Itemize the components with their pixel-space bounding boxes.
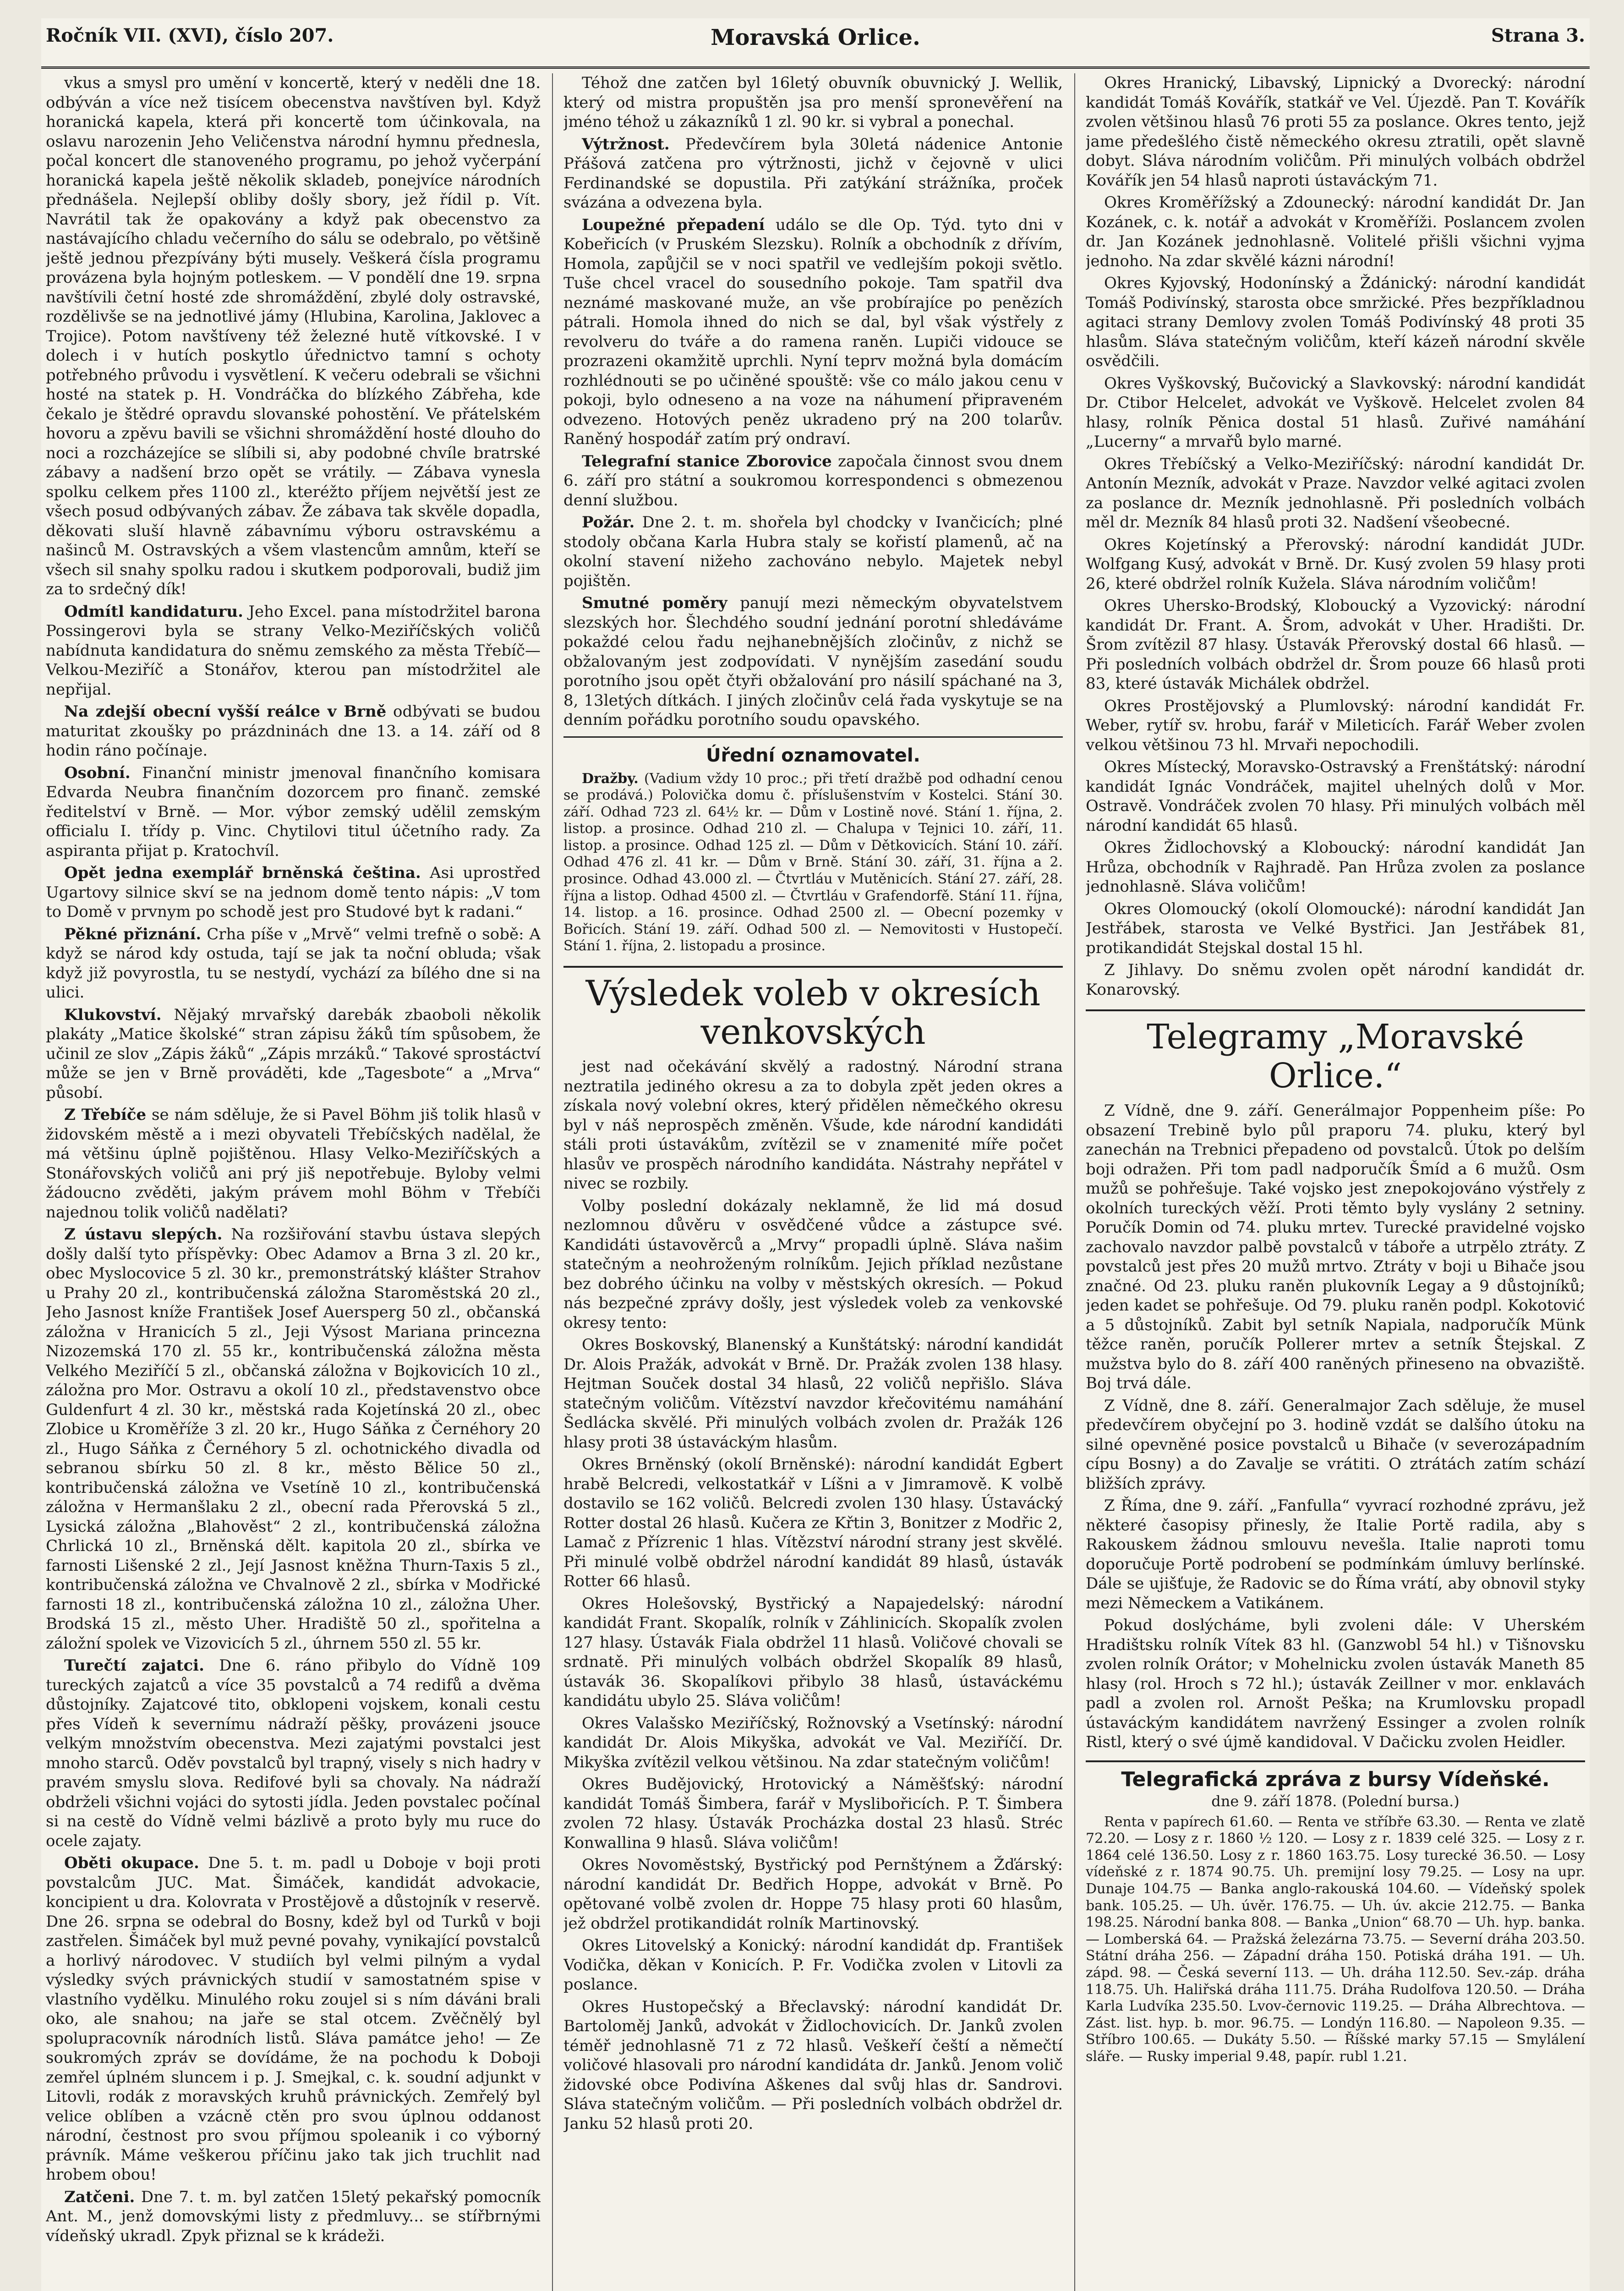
district-result: Okres Valašsko Meziříčský, Rožnovský a Vsetínský: národní kandidát Dr. Alois Mikyška, advokát ve Val. Meziříčí. Dr. Mikyška zvítězil velkou většinou. Na zdar statečným voličům! bbox=[563, 1714, 1063, 1771]
newspaper-title: Moravská Orlice. bbox=[711, 25, 920, 50]
news-item-title: Odmítl kandidaturu. bbox=[64, 602, 243, 621]
news-item-text: Dne 7. t. m. byl zatčen 15letý pekařský pomocník Ant. M., jenž domovskými listy z předmluvy... se stířbrnými vídeňský ukradl. Zpyk přiznal se k krádeži. bbox=[46, 2187, 541, 2245]
stock-exchange-date: dne 9. září 1878. (Polední bursa.) bbox=[1211, 1792, 1460, 1810]
election-paragraph: Volby poslední dokázaly neklamně, že lid má dosud nezlomnou důvěru v osvědčené vůdce a zástupce své. Kandidáti ústavověrců a „Mrvy“ propadli úplně. Sláva našim statečným a neohroženým rolníkům. Jejich příklad nezůstane bez dobrého účinku na volby v městských okresích. — Pokud nás bezpečné zprávy došly, jest výsledek voleb za venkovské okresy tento: bbox=[563, 1196, 1063, 1332]
stock-exchange-heading: Telegrafická zpráva z bursy Vídeňské. bbox=[1086, 1760, 1585, 1792]
news-item-text: Dne 2. t. m. shořela byl chodcky v Ivančicích; plné stodoly občana Karla Hubra staly se kořistí plamenů, ač na okolní stavení nižeho zachováno nebylo. Majetek nebyl pojištěn. bbox=[563, 513, 1063, 590]
district-result: Okres Kojetínský a Přerovský: národní kandidát JUDr. Wolfgang Kusý, advokát v Brně. Dr. Kusý zvolen 59 hlasy proti 26, které obdržel rolník Kužela. Sláva národním voličům! bbox=[1086, 535, 1585, 593]
section-rule bbox=[563, 736, 1063, 738]
telegrams-heading: Telegramy „Moravské Orlice.“ bbox=[1086, 1009, 1585, 1096]
district-result: Okres Místecký, Moravsko-Ostravský a Frenštátský: národní kandidát Ignác Vondráček, majitel uhelných dolů v Mor. Ostravě. Vondráček zvolen 70 hlasy. Při minulých volbách měl národní kandidát 65 hlasů. bbox=[1086, 758, 1585, 835]
news-item bbox=[563, 135, 1063, 213]
district-result: Okres Litovelský a Konický: národní kandidát dp. František Vodička, děkan v Konicích. P. Fr. Vodička zvolen v Litovli za poslance. bbox=[563, 1936, 1063, 1994]
news-item-text: započala činnost svou dnem 6. září pro státní a soukromou korrespondenci s obmezenou denní službou. bbox=[563, 452, 1063, 510]
news-item-text: Asi uprostřed Ugartovy silnice skví se na jednom domě tento nápis: „V tom to Domě v prvnym po schodě jest pro Studové byt k radani.“ bbox=[46, 864, 541, 921]
news-item-text: odbývati se budou maturitat zkoušky po prázdninách dne 13. a 14. září od 8 hodin ráno počínaje. bbox=[46, 702, 541, 760]
district-result: Okres Prostějovský a Plumlovský: národní kandidát Fr. Weber, rytíř sv. hrobu, farář v Mileticích. Farář Weber zvolen velkou většinou 73 hl. Mrvaři nepochodili. bbox=[1086, 696, 1585, 754]
district-result: Okres Novoměstský, Bystřický pod Pernštýnem a Žďárský: národní kandidát Dr. Bedřich Hoppe, advokát v Brně. Po opětované volbě zvolen dr. Hoppe 75 hlasy proti 60 hlasům, jež obdržel protikandidát rolník Martinovský. bbox=[563, 1856, 1063, 1933]
news-item bbox=[46, 925, 541, 1003]
district-result: Okres Boskovský, Blanenský a Kunštátský: národní kandidát Dr. Alois Pražák, advokát v Brně. Dr. Pražák zvolen 138 hlasy. Hejtman Souček dostal 34 hlasů, 22 voličů nepřišlo. Sláva statečným voličům. Vítězství navzdor křečovitému namáhání Šedlácka skvělé. Při minulých volbách zvolen dr. Pražák 126 hlasy proti 38 ústaváckým hlasům. bbox=[563, 1336, 1063, 1452]
article-paragraph: Téhož dne zatčen byl 16letý obuvník obuvnický J. Wellik, který od mistra propuštěn jsa pro menší spronevěření na jméno téhož u zákazníků 1 zl. 90 kr. si vybral a ponechal. bbox=[563, 74, 1063, 131]
auction-notices bbox=[563, 771, 1063, 955]
news-item bbox=[46, 2187, 541, 2246]
news-item-title: Z Třebíče bbox=[64, 1106, 147, 1124]
news-item-text: Předevčírem byla 30letá nádenice Antonie Přášová zatčena pro výtržnosti, jichž v čejovně v ulici Ferdinandské se dopustila. Při zatýkání strážníka, proček svázána a odvezena byla. bbox=[563, 135, 1063, 212]
page-number: Strana 3. bbox=[1491, 25, 1585, 46]
auction-title: Dražby. bbox=[582, 770, 639, 787]
column-divider bbox=[552, 73, 553, 2291]
column-middle bbox=[563, 73, 1063, 2291]
masthead bbox=[41, 18, 1590, 69]
district-result: Z Jihlavy. Do sněmu zvolen opět národní kandidát dr. Konarovský. bbox=[1086, 961, 1585, 999]
news-item-title: Turečtí zajatci. bbox=[64, 1656, 204, 1675]
district-result: Okres Budějovický, Hrotovický a Náměšťský: národní kandidát Tomáš Šimbera, farář v Myslibořicích. P. T. Šimbera zvolen 72 hlasy. Ústavák Procházka dostal 23 hlasů. Stréc Konwallina 9 hlasů. Sláva voličům! bbox=[563, 1775, 1063, 1852]
news-item bbox=[46, 602, 541, 700]
issue-number: Ročník VII. (XVI), číslo 207. bbox=[46, 25, 334, 46]
news-item bbox=[46, 1105, 541, 1222]
news-item-title: Loupežné přepadení bbox=[582, 215, 765, 234]
news-item-title: Osobní. bbox=[64, 763, 131, 782]
news-item bbox=[563, 215, 1063, 449]
news-item-text: Finanční ministr jmenoval finančního komisara Edvarda Neubra finančním dozorcem pro finanč. zemské ředitelství v Brně. — Mor. výbor zemský udělil zemským officialu I. třídy p. Vinc. Chytilovi titul účetního rady. Za aspiranta přijat p. Kratochvíl. bbox=[46, 763, 541, 860]
district-result: Okres Brněnský (okolí Brněnské): národní kandidát Egbert hrabě Belcredi, velkostatkář v Líšni a v Jimramově. K volbě dostavilo se 162 voličů. Belcredi zvolen 130 hlasy. Ústavácký Rotter dostal 26 hlasů. Kučera ze Křtin 3, Bonitzer z Modřic 2, Lamač z Přízrenic 1 hlas. Vítězství národní strany jest skvělé. Při minulé volbě obdržel národní kandidát 89 hlasů, ústavák Rotter 66 hlasů. bbox=[563, 1455, 1063, 1591]
article-paragraph: vkus a smysl pro umění v koncertě, který v neděli dne 18. odbýván a více než tisícem obecenstva navštíven byl. Když horanická kapela, která při koncertě tom účinkovala, na oslavu narozenin Jeho Veličenstva národní hymnu přednesla, počal koncert dle stanoveného programu, po jehož vyčerpání horanická kapela ještě několik skladeb, ponejvíce národních přednášela. Nejlepší obliby došly sbory, jež řídil p. Vít. Navrátil tak že opakovány a když pak obecenstvo za nastávajícího chladu večerního do sálu se odebralo, po většině ještě jednou přezpívány býti musely. Veškerá čísla programu provázena byla hojným potleskem. — V pondělí dne 19. srpna navštívili četní hosté zde shromáždění, zbylé doly ostravské, rozdělivše se na jednotlivé jámy (Hlubina, Karolina, Jaklovec a Trojice). Potom navštíveny též železné hutě vítkovské. I v dolech i v hutích poskytlo úřednictvo tamní s ochoty potřebného průvodu i vysvětlení. K večeru odebrali se všichni hosté na statek p. H. Vondráčka do blízkého Zábřeha, kde čekalo je štědré opravdu slovanské pohostění. Ve přátelském hovoru a zpěvu bavili se všichni shromáždění hosté dlouho do noci a rozcházejíce se slíbili si, aby podobné chvíle bratrské zábavy a nadšení brzo opět se vrátily. — Zábava vynesla spolku celkem přes 1100 zl., kteréžto příjem největší jest ze všech posud odbývaných zábav. Že zábava tak skvěle dopadla, děkovati sluší hlavně zábavnímu výboru ostravskému a našinců M. Ostravských a všem vlastencům amnům, kteří se všech sil snahy spolku radou i skutkem podporovali, budiž jim za to srdečný dík! bbox=[46, 74, 541, 598]
election-results-heading: Výsledek voleb v okresích venkovských bbox=[563, 966, 1063, 1051]
district-result: Okres Hranický, Libavský, Lipnický a Dvorecký: národní kandidát Tomáš Kovářík, statkář ve Vel. Újezdě. Pan T. Kovářík zvolen většinou hlasů 76 proti 55 za poslance. Okres tento, jejž jame předešlého čistě německého okresu ztratili, opět slavně dobyt. Sláva národním voličům. Při minulých volbách obdržel Kovářík jen 54 hlasů naproti ústaváckým 71. bbox=[1086, 74, 1585, 190]
district-result: Okres Vyškovský, Bučovický a Slavkovský: národní kandidát Dr. Ctibor Helcelet, advokát ve Vyškově. Helcelet zvolen 84 hlasy, rolník Pěnica dostal 51 hlasů. Zuřivé namáhání „Lucerny“ a mrvařů bylo marné. bbox=[1086, 374, 1585, 451]
news-item-title: Zatčeni. bbox=[64, 2187, 135, 2206]
election-paragraph: jest nad očekávání skvělý a radostný. Národní strana neztratila jediného okresu a za to dobyla zpět jeden okres a získala nový volební okres, který přidělen němečkého okresu byl v náš neprospěch změněn. Všude, kde národní kandidáti stáli proti ústavákům, zvítězil se v znamenité míře počet hlasův ve prospěch národního kandidáta. Nástrahy nepřátel v nivec se rozbily. bbox=[563, 1058, 1063, 1193]
official-announcements-heading: Úřední oznamovatel. bbox=[706, 745, 920, 766]
news-item bbox=[46, 1853, 541, 2185]
auction-text: (Vadium vždy 10 proc.; při třetí dražbě pod odhadní cenou se prodává.) Polovička domu č. příslušenstvím v Kostelci. Stání 30. září. Odhad 723 zl. 64½ kr. — Dům v Lostině nové. Stání 1. října, 2. listop. a prosince. Odhad 210 zl. — Chalupa v Tejnici 10. září, 11. listop. a prosince. Odhad 125 zl. — Dům v Dětkovicích. Stání 10. září. Odhad 476 zl. 41 kr. — Dům v Brně. Stání 30. září, 31. října a 2. prosince. Odhad 43.000 zl. — Čtvrtláu v Mutěnicích. Stání 27. září, 28. října a listop. Odhad 4500 zl. — Čtvrtláu v Grafendorfě. Stání 11. října, 14. listop. a 16. prosince. Odhad 2500 zl. — Obecní pozemky v Bořicích. Stání 19. září. Odhad 500 zl. — Nemovitosti v Hustopečí. Stání 1. října, 2. listopadu a prosince. bbox=[563, 770, 1063, 954]
news-item bbox=[563, 452, 1063, 510]
news-item-text: se nám sděluje, že si Pavel Böhm jiš tolik hlasů v židovském městě a i mezi obyvateli Třebíčských nadělal, že má většinu úplně pojištěnou. Hlasy Velko-Meziříčských a Stonářovských voličů ani prý jiš nepotřebuje. Byloby velmi žádoucno zvěděti, jakým právem mohl Böhm v Třebíči najednou tolik voličů nadělati? bbox=[46, 1106, 541, 1222]
column-right bbox=[1086, 73, 1585, 2291]
news-item-title: Na zdejší obecní vyšší reálce v Brně bbox=[64, 702, 387, 721]
news-item-title: Opět jedna exemplář brněnská čeština. bbox=[64, 864, 421, 882]
telegram: Pokud doslýcháme, byli zvoleni dále: V Uherském Hradištsku rolník Vítek 83 hl. (Ganzwobl 54 hl.) v Tišnovsku zvolen rolník Orátor; v Mohelnicku zvolen ústavák Maneth 85 hlasy (rol. Hroch s 72 hl.); ústavák Zeillner v mor. enklavách padl a zvolen rol. Arnošt Peška; na Krumlovsku propadl ústaváckým kandidátem navržený Essinger a zvolen rolník Ristl, který o své újmě kandidoval. V Dačicku zvolen Heidler. bbox=[1086, 1616, 1585, 1752]
news-item bbox=[46, 1005, 541, 1103]
column-divider bbox=[1074, 73, 1075, 2291]
telegram: Z Vídně, dne 8. září. Generalmajor Zach sděluje, že musel předevčírem obyčejní po 3. hodině vzdát se dalšího útoku na silné opevněné posice povstalců u Bihače (v severozápadním cípu Bosny) a do Zavalje se vrátiti. O ztrátách zatím schází bližších zprávy. bbox=[1086, 1396, 1585, 1493]
news-item bbox=[563, 593, 1063, 730]
news-item-title: Z ústavu slepých. bbox=[64, 1225, 223, 1244]
news-item-title: Klukovství. bbox=[64, 1005, 162, 1024]
news-item-text: Crha píše v „Mrvě“ velmi trefně o sobě: A když se národ kdy ostuda, tají se jak ta noční obluda; však když již povyrostla, tu se nestydí, vychází za bílého dne si na ulici. bbox=[46, 925, 541, 1002]
newspaper-page bbox=[41, 18, 1590, 2291]
news-item-title: Oběti okupace. bbox=[64, 1854, 199, 1872]
news-item-text: panují mezi německým obyvatelstvem slezských hor. Šlechdého soudní jednání porotní shledáváme pokaždé celou řadu nejhanebnějších zločinův, z nichž se obžalovaným jest zodpovídati. V nynějším zasedání soudu porotního jsou opět čtyři obžalování pro násilí spáchané na 3, 8, 13letých dítkách. I jiných zločinův celá řada vyskytuje se na denním pořádku porotního soudu opavského. bbox=[563, 594, 1063, 729]
district-result: Okres Kyjovský, Hodonínský a Ždánický: národní kandidát Tomáš Podivínský, starosta obce smržické. Přes bezpříkladnou agitaci strany Demlovy zvolen Tomáš Podivínský 48 proti 35 hlasům. Sláva statečným voličům, kteří kázeň národní skvěle osvědčili. bbox=[1086, 274, 1585, 370]
column-left bbox=[46, 73, 541, 2291]
telegram: Z Vídně, dne 9. září. Generálmajor Poppenheim píše: Po obsazení Trebině bylo půl praporu 74. pluku, který byl zanechán na Trebnici přepadeno od povstalců. Útok po delším boji odražen. Při tom padl nadporučík Šmíd a 6 mužů. Osm mužů se pohřešuje. Také vojsko jest znepokojováno výstřely z okolních tureckých věží. Proti těmto byly vyslány 2 setniny. Poručík Domin od 74. pluku mrtev. Turecké pravidelné vojsko zachovalo navzdor palbě povstalců v táboře a utrpělo ztráty. Z povstalců jest přes 20 mužů mrtvo. Ztráty v boji u Bihače jsou značné. Od 23. pluku raněn plukovník Legay a 9 důstojníků; jeden kadet se pohřešuje. Od 79. pluku raněn podpl. Kokotović a 5 důstojníků. Zabit byl setník Napiala, nadporučík Münk těžce raněn, poručík Pollerer mrtev a setník Štejskal. Z mužstva bylo do 8. září 400 raněných přineseno na obvaziště. Boj trvá dále. bbox=[1086, 1102, 1585, 1393]
district-result: Okres Třebíčský a Velko-Meziříčský: národní kandidát Dr. Antonín Mezník, advokát v Praze. Navzdor velké agitaci zvolen za poslance dr. Mezník jednohlasně. Při posledních volbách měl dr. Mezník 84 hlasů proti 32. Nadšení všeobecné. bbox=[1086, 455, 1585, 532]
news-item-text: Nějaký mrvařský darebák zbaoboli několik plakáty „Matice školské“ stran zápisu žáků tím spůsobem, že učinil ze slov „Zápis žáků“ „Zápis mrzáků.“ Takové sprostáctví může se jen v Brně prováděti, kde „Tagesbote“ a „Mrva“ působí. bbox=[46, 1005, 541, 1102]
news-item-text: Na rozšiřování stavbu ústava slepých došly další tyto příspěvky: Obec Adamov a Brna 3 zl. 20 kr., obec Myslocovice 5 zl. 30 kr., premonstrátský klášter Strahov u Prahy 20 zl., kontribučenská záložna Staroměstská 20 zl., Jeho Jasnost kníže František Josef Auersperg 50 zl., občanská záložna v Hranicích 5 zl., Jeji Výsost Mariana princezna Nizozemská 170 zl. 55 kr., kontribučenská záložna města Velkého Meziříčí 5 zl., občanská záložna v Bojkovicích 10 zl., záložna pro Mor. Ostravu a okolí 10 zl., představenstvo obce Guldenfurt 4 zl. 30 kr., městská rada Kojetínská 20 zl., obec Zlobice u Kroměříže 3 zl. 20 kr., Hugo Sáňka z Černéhory 20 zl., Hugo Sáňka z Černéhory 5 zl. ochotnického divadla od sebranou sbírku 50 zl. 8 kr., město Bělice 50 zl., kontribučenská záložna ve Vsetíně 10 zl., kontribučenská záložna v Hermanšlaku 2 zl., obecní rada Přerovská 5 zl., Lysická záložna „Blahověst“ 2 zl., kontribučenská záložna Chrlická 10 zl., Brněnská dělt. kapitola 20 zl., sbírka ve farnosti Lišenské 2 zl., Její Jasnost kněžna Thurn-Taxis 5 zl., kontribučenská záložna ve Chvalnově 2 zl., sbírka v Modřické farnosti 18 zl., kontribučenská záložna 10 zl., záložna Uher. Brodská 15 zl., město Uher. Hradiště 50 zl., spořitelna a záložní spolek ve Vizovicích 5 zl., úhrnem 550 zl. 55 kr. bbox=[46, 1225, 541, 1653]
stock-exchange-quotes: Renta v papírech 61.60. — Renta ve stříbře 63.30. — Renta ve zlatě 72.20. — Losy z r. 1860 ½ 120. — Losy z r. 1839 celé 325. — Losy z r. 1864 celé 136.50. Losy z r. 1860 163.75. Losy turecké 36.50. — Losy vídeňské z r. 1874 90.75. Uh. premijní losy 79.25. — Losy na upr. Dunaje 104.75 — Banka anglo-rakouská 104.60. — Vídeňský spolek bank. 105.25. — Uh. úvěr. 176.75. — Uh. úv. akcie 212.75. — Banka 198.25. Národní banka 808. — Banka „Union“ 68.70 — Uh. hyp. banka. — Lomberská 64. — Pražská železárna 73.75. — Severní dráha 203.50. Státní dráha 256. — Západní dráha 150. Potiská dráha 191. — Uh. zápd. 98. — Česká severní 113. — Uh. dráha 112.50. Sev.-záp. dráha 118.75. Uh. Haliřská dráha 111.75. Dráha Rudolfova 120.50. — Dráha Karla Ludvíka 235.50. Lvov-černovic 119.25. — Dráha Albrechtova. — Zást. list. hyp. b. mor. 96.75. — Londýn 116.80. — Napoleon 9.35. — Stříbro 100.65. — Dukáty 5.50. — Říšské marky 57.15 — Smylálení sláře. — Rusky imperial 9.48, papír. rubl 1.21. bbox=[1086, 1814, 1585, 2065]
district-result: Okres Hustopečský a Břeclavský: národní kandidát Dr. Bartoloměj Janků, advokát v Židlochovicích. Dr. Janků zvolen téměř jednohlasně 71 z 72 hlasů. Veškeří čeští a němečtí voličové hlasovali pro národní kandidáta dr. Janků. Jenom volič židovské obce Podivína Aškenes dal svůj hlas dr. Sandrovi. Sláva statečným voličům. — Při posledních volbách obdržel dr. Janku 52 hlasů proti 20. bbox=[563, 1997, 1063, 2133]
news-item-text: Dne 6. ráno přibylo do Vídně 109 tureckých zajatců a více 35 povstalců a 74 redifů a dvěma důstojníky. Zajatcové tito, obklopeni vojskem, konali cestu přes Vídeň k severnímu nádraží pěšky, provázeni jsouce velkým množstvím obecenstva. Mezi zajatými povstalci jest mnoho starců. Oděv povstalců byl trapný, visely s nich hadry v pravém smyslu slova. Redifové byli sa chovaly. Na nádraží obdrželi všichni vojáci do sytosti jídla. Jeden povstalec počínal si na cestě do Vídně velmi bázlivě a proto byly mu ruce do ocele zajaty. bbox=[46, 1656, 541, 1850]
news-item bbox=[46, 1225, 541, 1653]
district-result: Okres Uhersko-Brodský, Kloboucký a Vyzovický: národní kandidát Dr. Frant. A. Šrom, advokát v Uher. Hradišti. Dr. Šrom zvítězil 87 hlasy. Ústavák Přerovský dostal 66 hlasů. — Při posledních volbách obdržel dr. Šrom pouze 66 hlasů proti 83, které ústavák Michálek obdržel. bbox=[1086, 597, 1585, 693]
news-item-title: Smutné poměry bbox=[582, 594, 727, 612]
district-result: Okres Kroměřížský a Zdounecký: národní kandidát Dr. Jan Kozánek, c. k. notář a advokát v Kroměříži. Poslancem zvolen dr. Jan Kozánek jednohlasně. Volitelé přišli všichni vyjma jednoho. Na zdar skvělé kázni národní! bbox=[1086, 193, 1585, 270]
telegram: Z Říma, dne 9. září. „Fanfulla“ vyvrací rozhodné zprávu, jež některé časopisy přinesly, že Italie Portě radila, aby s Rakouskem žádnou smlouvu nevešla. Italie naproti tomu doporučuje Portě podrobení se podmínkám úmluvy berlínské. Dále se ujišťuje, že Radovic se do Říma vrátí, aby obnovil styky mezi Německem a Vatikánem. bbox=[1086, 1496, 1585, 1612]
news-item bbox=[46, 1656, 541, 1851]
district-result: Okres Olomoucký (okolí Olomoucké): národní kandidát Jan Jestřábek, starosta ve Velké Bystřici. Jan Jestřábek 81, protikandidát Stejskal dostal 15 hl. bbox=[1086, 899, 1585, 957]
news-item-title: Výtržnost. bbox=[582, 135, 670, 153]
news-item bbox=[46, 702, 541, 761]
news-item-title: Pěkné přiznání. bbox=[64, 925, 202, 943]
news-item-text: událo se dle Op. Týd. tyto dni v Kobeřicích (v Pruském Slezsku). Rolník a obchodník z dřívím, Homola, zapůjčil se v noci spatřil ve vedlejším pokoji světlo. Tuše chcel vracel do sousedního pokoje. Tam spatřil dva neznámé maskované muže, an vše probírajíce po penězích pátrali. Homola ihned do nich se dal, byl však výstřely z revolveru do tváře a do ramena raněn. Lupiči vidouce se prozrazeni okamžitě uprchli. Nyní teprv možná byla domácím rozhlédnouti se po učiněné spouště: vše co málo jakou cenu v pokoji, bylo odneseno a na voze na náhumení připraveném odvezeno. Hotových peněz ukradeno prý na 200 tolarův. Raněný hospodář zatím prý ondraví. bbox=[563, 215, 1063, 448]
news-item-title: Telegrafní stanice Zborovice bbox=[582, 452, 832, 471]
news-item-title: Požár. bbox=[582, 513, 635, 532]
district-result: Okres Židlochovský a Kloboucký: národní kandidát Jan Hrůza, obchodník v Rajhradě. Pan Hrůza zvolen za poslance jednohlasně. Sláva voličům! bbox=[1086, 839, 1585, 896]
news-item-text: Dne 5. t. m. padl u Doboje v boji proti povstalcům JUC. Mat. Šimáček, kandidát advokacie, koncipient u dra. Kolovrata v Prostějově a důstojník v reservě. Dne 26. srpna se odebral do Bosny, kdež byl od Turků v boji zastřelen. Šimáček byl muž pevné povahy, vynikající povstalců a horlivý národovec. V studiích byl velmi pilným a vydal výsledky svých právnických studií v samostatném spise v vlastního vydělku. Minulého roku zoujel si s ním dáváni brali oko, ale snahou; na jaře se stal otcem. Zvěčnělý byl spolupracovník národních listů. Sláva památce jeho! — Ze soukromých zpráv se dovídáme, že na pochodu k Doboji zemřel úplném sluncem i p. J. Smejkal, c. k. soudní adjunkt v Litovli, rodák z moravských kruhů právnických. Zemřelý byl velice oblíben a vzácně ctěn pro svou úplnou oddanost národní, čestnost pro svou příjmou spoleanik i co výborný právník. Máme veškerou příčinu jako tak jich truchlit nad hrobem obou! bbox=[46, 1854, 541, 2184]
news-item-text: Jeho Excel. pana místodržitel barona Possingerovi byla se strany Velko-Meziříčských voličů nabídnuta kandidatura do sněmu zemského za města Třebíč—Velkou-Meziříč a Stonářov, kterou pan místodržitel ale nepřijal. bbox=[46, 602, 541, 699]
news-item bbox=[46, 863, 541, 922]
news-item bbox=[46, 763, 541, 861]
district-result: Okres Holešovský, Bystřický a Napajedelský: národní kandidát Frant. Skopalík, rolník v Záhlinicích. Skopalík zvolen 127 hlasy. Ústavák Fiala obdržel 11 hlasů. Voličové chovali se srdnatě. Při minulých volbách obdržel Skopalík 89 hlasů, ústavák 36. Skopalíkovi přibylo 38 hlasů, ústaváckému kandidátu ubylo 25. Sláva voličům! bbox=[563, 1594, 1063, 1710]
news-item bbox=[563, 513, 1063, 591]
